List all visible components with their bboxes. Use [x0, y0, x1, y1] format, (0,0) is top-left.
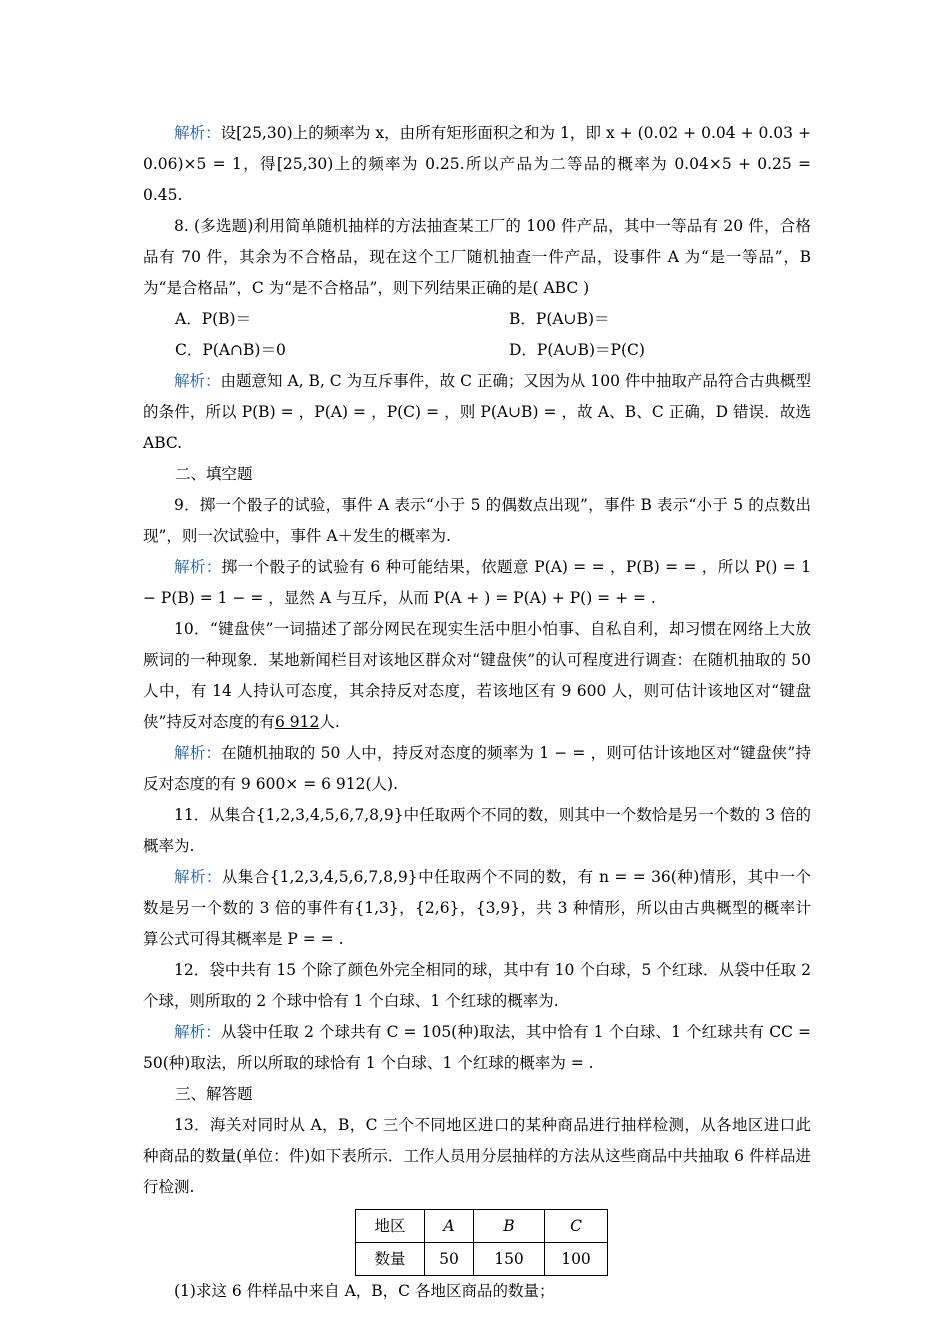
- q10-solution-text: 在随机抽取的 50 人中，持反对态度的频率为 1 − = ，则可估计该地区对“键盘侠”持反对态度的有 9 600× = 6 912(人).: [143, 744, 811, 793]
- table-cell: 地区: [356, 1210, 425, 1243]
- q13-part1: (1)求这 6 件样品中来自 A，B，C 各地区商品的数量；: [174, 1282, 555, 1300]
- table-row: [356, 1243, 608, 1276]
- table-cell: 150: [474, 1243, 545, 1276]
- q8-option-c: C．P(A∩B)＝0: [175, 341, 286, 359]
- section-heading-fill-in: 二、填空题: [175, 465, 253, 483]
- table-cell: 数量: [356, 1243, 425, 1276]
- q9-solution: [143, 552, 811, 614]
- solution-label: 解析：: [174, 124, 221, 142]
- q13-stem: 13．海关对同时从 A，B，C 三个不同地区进口的某种商品进行抽样检测，从各地区进口此种商品的数量(单位：件)如下表所示．工作人员用分层抽样的方法从这些商品中共抽取 6 件样品进行检测.: [143, 1116, 811, 1196]
- q9-solution-text: 掷一个骰子的试验有 6 种可能结果，依题意 P(A) = = ，P(B) = = ，所以 P() = 1 − P(B) = 1 − = ，显然 A 与互斥，从而 P(A + ) = P(A) + P() = + = .: [143, 558, 811, 607]
- q12-solution: [143, 1017, 811, 1079]
- q8-options-row-2: [143, 335, 811, 366]
- solution-label: 解析：: [174, 744, 222, 762]
- q8-option-b: B．P(A∪B)＝: [509, 310, 610, 328]
- q8-stem: 8. (多选题)利用简单随机抽样的方法抽查某工厂的 100 件产品，其中一等品有 20 件，合格品有 70 件，其余为不合格品，现在这个工厂随机抽查一件产品，设事件 A 为“是一等品”，B 为“是合格品”，C 为“是不合格品”，则下列结果正确的是( ABC ): [143, 217, 811, 297]
- table-cell: 50: [425, 1243, 474, 1276]
- q13-table: [355, 1209, 608, 1276]
- table-cell: A: [425, 1210, 474, 1243]
- solution-label: 解析：: [174, 558, 222, 576]
- table-cell: 100: [545, 1243, 608, 1276]
- table-header-row: [356, 1210, 608, 1243]
- section-heading-answer: 三、解答题: [175, 1085, 253, 1103]
- q9-stem: 9．掷一个骰子的试验，事件 A 表示“小于 5 的偶数点出现”，事件 B 表示“小于 5 的点数出现”，则一次试验中，事件 A＋发生的概率为.: [143, 496, 811, 545]
- q11-solution: [143, 862, 811, 955]
- q8-solution-text: 由题意知 A, B, C 为互斥事件，故 C 正确；又因为从 100 件中抽取产品符合古典概型的条件，所以 P(B) = ，P(A) = ，P(C) = ，则 P(A∪B) = ，故 A、B、C 正确，D 错误．故选 ABC.: [143, 372, 811, 452]
- q10-stem-text: 10．“键盘侠”一词描述了部分网民在现实生活中胆小怕事、自私自利，却习惯在网络上大放厥词的一种现象．某地新闻栏目对该地区群众对“键盘侠”的认可程度进行调查：在随机抽取的 50 人中，有 14 人持认可态度，其余持反对态度，若该地区有 9 600 人，则可估计该地区对“键盘侠”持反对态度的有: [143, 620, 811, 731]
- q8-solution: [143, 366, 811, 459]
- q11-stem: 11．从集合{1,2,3,4,5,6,7,8,9}中任取两个不同的数，则其中一个数恰是另一个数的 3 倍的概率为.: [143, 806, 811, 855]
- q10-stem: [143, 614, 811, 738]
- solution-label: 解析：: [174, 1023, 221, 1041]
- q8-option-a: A．P(B)＝: [175, 310, 252, 328]
- q8-options-row-1: [143, 304, 811, 335]
- table-cell: C: [545, 1210, 608, 1243]
- q10-solution: [143, 738, 811, 800]
- q12-stem: 12．袋中共有 15 个除了颜色外完全相同的球，其中有 10 个白球，5 个红球．从袋中任取 2 个球，则所取的 2 个球中恰有 1 个白球、1 个红球的概率为.: [143, 961, 811, 1010]
- solution-label: 解析：: [174, 372, 221, 390]
- document-page: [143, 118, 811, 1307]
- q11-solution-text: 从集合{1,2,3,4,5,6,7,8,9}中任取两个不同的数，有 n = = 36(种)情形，其中一个数是另一个数的 3 倍的事件有{1,3}，{2,6}，{3,9}，共 3 种情形，所以由古典概型的概率计算公式可得其概率是 P = = .: [143, 868, 811, 948]
- q10-stem-end: 人.: [319, 713, 340, 731]
- q10-answer: 6 912: [274, 713, 320, 731]
- solution-label: 解析：: [174, 868, 222, 886]
- q7-solution-text: 设[25,30)上的频率为 x，由所有矩形面积之和为 1，即 x + (0.02 + 0.04 + 0.03 + 0.06)×5 = 1，得[25,30)上的频率为 0.25.所以产品为二等品的概率为 0.04×5 + 0.25 = 0.45.: [143, 124, 811, 204]
- q8-option-d: D．P(A∪B)＝P(C): [509, 341, 645, 359]
- table-cell: B: [474, 1210, 545, 1243]
- q12-solution-text: 从袋中任取 2 个球共有 C = 105(种)取法，其中恰有 1 个白球、1 个红球共有 CC = 50(种)取法，所以所取的球恰有 1 个白球、1 个红球的概率为 = .: [143, 1023, 811, 1072]
- q7-solution: [143, 118, 811, 211]
